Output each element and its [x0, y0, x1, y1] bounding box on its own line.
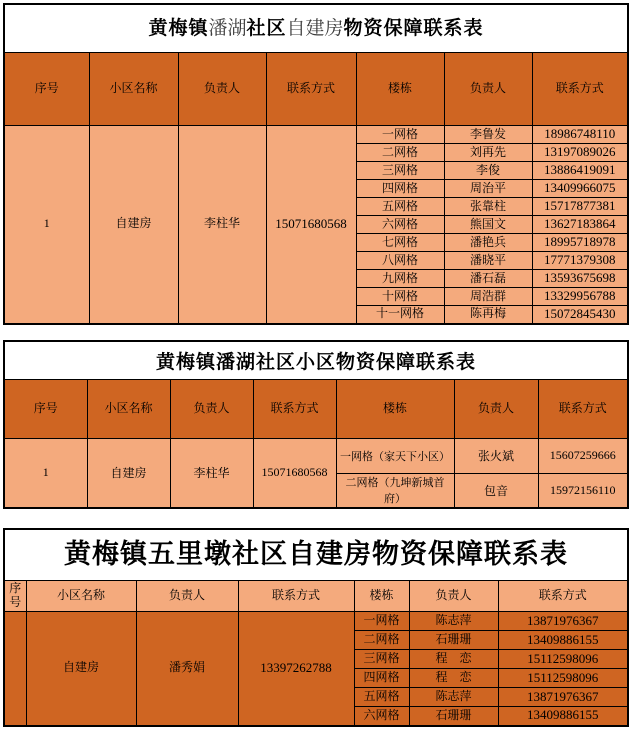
grid-cell: 一网格: [356, 126, 444, 144]
grid-cell: 二网格: [354, 631, 409, 650]
column-header-contact: 联系方式: [498, 581, 628, 612]
grid-cell: 一网格: [354, 612, 409, 631]
table-title-row: [4, 4, 628, 53]
column-header-community: 小区名称: [26, 581, 136, 612]
title-segment: 黄梅镇潘湖社区小区物资保障联系表: [156, 351, 477, 373]
table-row: [4, 612, 628, 631]
title-segment: 黄梅镇: [148, 17, 209, 39]
table-title-row: [4, 341, 628, 380]
grid-person-cell: 石珊珊: [409, 707, 498, 726]
grid-person-cell: 刘再先: [444, 144, 532, 162]
grid-cell: 三网格: [354, 650, 409, 669]
grid-phone-cell: 13593675698: [532, 270, 628, 288]
column-header-serial: 序号: [4, 379, 87, 438]
grid-phone-cell: 13409886155: [498, 707, 628, 726]
grid-phone-cell: 17771379308: [532, 252, 628, 270]
table-wulidun-zijianfang: [3, 528, 629, 727]
person-cell: 李柱华: [170, 438, 253, 508]
phone-cell: 15071680568: [253, 438, 336, 508]
grid-person-cell: 李俊: [444, 162, 532, 180]
grid-cell: 五网格: [354, 688, 409, 707]
serial-cell: 1: [4, 438, 87, 508]
grid-phone-cell: 13409966075: [532, 180, 628, 198]
grid-person-cell: 张火斌: [454, 438, 538, 473]
grid-phone-cell: 18986748110: [532, 126, 628, 144]
grid-person-cell: 陈再梅: [444, 306, 532, 324]
header-row: [4, 581, 628, 612]
grid-person-cell: 潘石磊: [444, 270, 532, 288]
grid-phone-cell: 15112598096: [498, 669, 628, 688]
grid-cell: 四网格: [354, 669, 409, 688]
grid-cell: 九网格: [356, 270, 444, 288]
grid-phone-cell: 13627183864: [532, 216, 628, 234]
column-header-contact: 联系方式: [238, 581, 354, 612]
community-cell: 自建房: [89, 126, 178, 324]
title-segment: 黄梅镇五里墩社区自建房物资保障联系表: [64, 539, 569, 570]
column-header-contact: 联系方式: [532, 53, 628, 126]
grid-person-cell: 包音: [454, 473, 538, 508]
table-title: [4, 341, 628, 380]
grid-person-cell: 周浩群: [444, 288, 532, 306]
column-header-person: 负责人: [178, 53, 266, 126]
title-segment: 物资保障联系表: [343, 17, 484, 39]
grid-cell: 二网格: [356, 144, 444, 162]
grid-cell: 六网格: [356, 216, 444, 234]
grid-cell: 五网格: [356, 198, 444, 216]
grid-person-cell: 程 恋: [409, 669, 498, 688]
grid-person-cell: 石珊珊: [409, 631, 498, 650]
grid-phone-cell: 13197089026: [532, 144, 628, 162]
table-title: [4, 4, 628, 53]
table-title-row: [4, 529, 628, 581]
column-header-community: 小区名称: [87, 379, 170, 438]
phone-cell: 15071680568: [266, 126, 356, 324]
header-row: [4, 379, 628, 438]
column-header-serial: 序号: [4, 53, 89, 126]
column-header-contact: 联系方式: [538, 379, 628, 438]
column-header-serial: 序号: [4, 581, 26, 612]
grid-phone-cell: 15972156110: [538, 473, 628, 508]
grid-person-cell: 李鲁发: [444, 126, 532, 144]
column-header-person: 负责人: [444, 53, 532, 126]
grid-person-cell: 张靠柱: [444, 198, 532, 216]
grid-cell: 十一网格: [356, 306, 444, 324]
person-cell: 李柱华: [178, 126, 266, 324]
table-panhu-xiaoqu: [3, 340, 629, 510]
community-cell: 自建房: [26, 612, 136, 726]
column-header-person: 负责人: [170, 379, 253, 438]
grid-phone-cell: 13329956788: [532, 288, 628, 306]
column-header-person: 负责人: [409, 581, 498, 612]
column-header-contact: 联系方式: [253, 379, 336, 438]
grid-person-cell: 周治平: [444, 180, 532, 198]
grid-cell: 二网格（九坤新城首府）: [336, 473, 454, 508]
grid-cell: 八网格: [356, 252, 444, 270]
title-segment: 社区: [246, 17, 287, 39]
grid-phone-cell: 15717877381: [532, 198, 628, 216]
grid-phone-cell: 13871976367: [498, 688, 628, 707]
grid-cell: 三网格: [356, 162, 444, 180]
grid-person-cell: 程 恋: [409, 650, 498, 669]
column-header-building: 楼栋: [356, 53, 444, 126]
grid-person-cell: 潘晓平: [444, 252, 532, 270]
serial-cell: 1: [4, 126, 89, 324]
table-row: [4, 126, 628, 144]
column-header-contact: 联系方式: [266, 53, 356, 126]
grid-phone-cell: 15072845430: [532, 306, 628, 324]
table-title: [4, 529, 628, 581]
column-header-person: 负责人: [136, 581, 238, 612]
grid-phone-cell: 18995718978: [532, 234, 628, 252]
grid-phone-cell: 15112598096: [498, 650, 628, 669]
grid-cell: 四网格: [356, 180, 444, 198]
column-header-community: 小区名称: [89, 53, 178, 126]
phone-cell: 13397262788: [238, 612, 354, 726]
grid-phone-cell: 13871976367: [498, 612, 628, 631]
grid-phone-cell: 13886419091: [532, 162, 628, 180]
table-row: [4, 438, 628, 473]
grid-person-cell: 熊国文: [444, 216, 532, 234]
table-panhu-zijianfang: [3, 3, 629, 325]
community-cell: 自建房: [87, 438, 170, 508]
grid-person-cell: 陈志萍: [409, 688, 498, 707]
grid-cell: 六网格: [354, 707, 409, 726]
grid-phone-cell: 13409886155: [498, 631, 628, 650]
serial-cell: [4, 612, 26, 726]
column-header-person: 负责人: [454, 379, 538, 438]
header-row: [4, 53, 628, 126]
grid-cell: 七网格: [356, 234, 444, 252]
grid-person-cell: 陈志萍: [409, 612, 498, 631]
person-cell: 潘秀娟: [136, 612, 238, 726]
grid-phone-cell: 15607259666: [538, 438, 628, 473]
grid-cell: 一网格（家天下小区）: [336, 438, 454, 473]
grid-cell: 十网格: [356, 288, 444, 306]
title-segment: 潘湖: [208, 17, 247, 39]
title-segment: 自建房: [286, 17, 344, 39]
grid-person-cell: 潘艳兵: [444, 234, 532, 252]
column-header-building: 楼栋: [354, 581, 409, 612]
column-header-building: 楼栋: [336, 379, 454, 438]
